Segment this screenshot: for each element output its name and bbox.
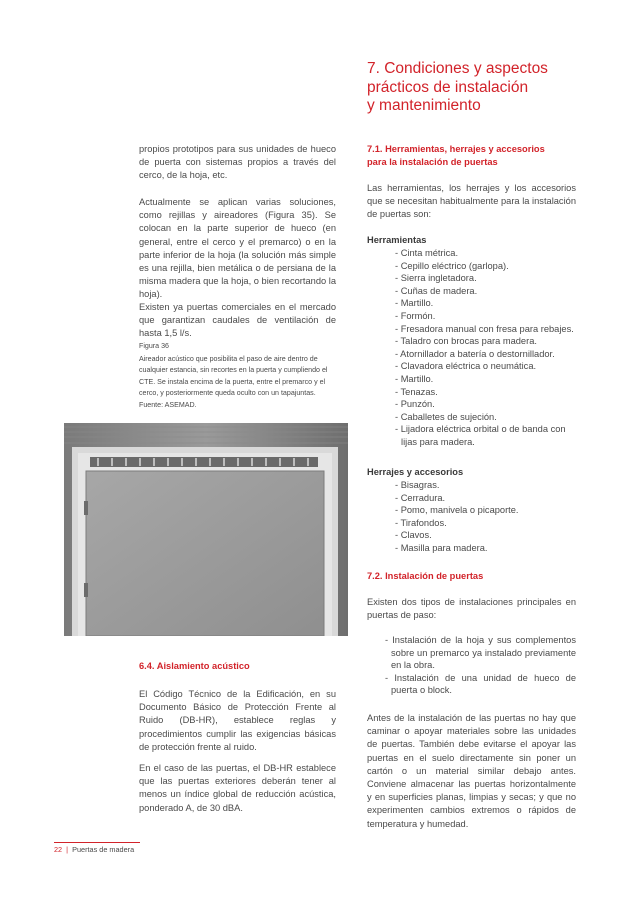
footer-label: Puertas de madera	[72, 845, 135, 854]
chapter-title	[367, 60, 597, 116]
figure-label: Figura 36	[139, 342, 169, 350]
chapter-title-line-3: y mantenimiento	[367, 97, 481, 114]
footer-rule	[54, 842, 140, 843]
list-item: - Clavos.	[367, 529, 576, 542]
list-item: - Lijadora eléctrica orbital o de banda con lijas para madera.	[367, 423, 576, 448]
door-aerator-photo	[64, 423, 348, 636]
footer	[54, 845, 134, 854]
figure-caption: Aireador acústico que posibilita el paso de aire dentro de cualquier estancia, sin recortes en la puerta y cumpliendo el CTE. Se instala encima de la puerta, entre el premarco y el cerco, y posteriormente queda oculto con un tapajuntas. Fuente: ASEMAD.	[139, 354, 328, 409]
list-item: - Masilla para madera.	[367, 542, 576, 555]
left-paragraph-1: propios prototipos para sus unidades de hueco de puerta con sistemas propios a través del cerco, de la hoja, etc.	[139, 144, 336, 181]
list-item: - Sierra ingletadora.	[367, 272, 576, 285]
list-item: - Caballetes de sujeción.	[367, 411, 576, 424]
list-item: - Taladro con brocas para madera.	[367, 335, 576, 348]
left-paragraph-2: Actualmente se aplican varias soluciones, como rejillas y aireadores (Figura 35). Se colocan en la parte superior de hueco (en general, entre el cerco y el premarco) o en la parte inferior de la hoja (la solución más simple es una rejilla, bien metálica o de persiana de la misma madera que la hoja, o bien recortando la hoja).	[139, 197, 336, 300]
subsection-7-1-line-2: para la instalación de puertas	[367, 157, 498, 167]
list-item: - Instalación de una unidad de hueco de puerta o block.	[367, 672, 576, 697]
figure-caption-block	[139, 341, 336, 412]
right-intro-paragraph: Las herramientas, los herrajes y los accesorios que se necesitan habitualmente para la instalación de puertas son:	[367, 183, 576, 220]
list-item: - Martillo.	[367, 297, 576, 310]
list-item: - Pomo, manivela o picaporte.	[367, 504, 576, 517]
hardware-block	[367, 466, 576, 555]
left-paragraph-4: El Código Técnico de la Edificación, en su Documento Básico de Protección Frente al Ruido (DB-HR), establece reglas y procedimientos cumplir las exigencias básicas de protección frente al ruido.	[139, 689, 336, 752]
tools-block	[367, 234, 576, 449]
right-final-paragraph: Antes de la instalación de las puertas no hay que caminar o apoyar materiales sobre las unidades de puertas. También debe evitarse el apoyar las puertas en el suelo directamente sin poner un cartón o un material similar debajo antes. Conviene almacenar las puertas horizontalmente y en superficies planas, limpias y secas; y que no experimenten cambios extremos o rápidos de temperatura y humedad.	[367, 713, 576, 829]
section-title-6-4: 6.4. Aislamiento acústico	[139, 661, 250, 671]
chapter-title-line-1: 7. Condiciones y aspectos	[367, 60, 548, 77]
list-item: - Bisagras.	[367, 479, 576, 492]
list-item: - Instalación de la hoja y sus complementos sobre un premarco ya instalado previamente en la obra.	[367, 634, 576, 672]
list-item: - Martillo.	[367, 373, 576, 386]
left-paragraph-5: En el caso de las puertas, el DB-HR establece que las puertas exteriores deberán tener al menos un índice global de reducción acústica, ponderado A, de 30 dBA.	[139, 763, 336, 813]
door-aerator-illustration	[64, 423, 348, 636]
right-install-paragraph: Existen dos tipos de instalaciones principales en puertas de paso:	[367, 597, 576, 621]
footer-separator: |	[66, 845, 69, 854]
hardware-list	[367, 479, 576, 555]
list-item: - Tirafondos.	[367, 517, 576, 530]
list-item: - Cerradura.	[367, 492, 576, 505]
subsection-7-2-title: 7.2. Instalación de puertas	[367, 571, 484, 581]
list-item: - Fresadora manual con fresa para rebajes.	[367, 323, 576, 336]
tools-title: Herramientas	[367, 235, 427, 245]
hardware-title: Herrajes y accesorios	[367, 467, 464, 477]
install-types-list	[367, 634, 576, 697]
chapter-title-line-2: prácticos de instalación	[367, 78, 529, 96]
subsection-7-1-title	[367, 143, 576, 169]
list-item: - Atornillador a batería o destornillador.	[367, 348, 576, 361]
subsection-7-1-line-1: 7.1. Herramientas, herrajes y accesorios	[367, 144, 545, 154]
page-number: 22	[54, 845, 63, 854]
list-item: - Formón.	[367, 310, 576, 323]
list-item: - Clavadora eléctrica o neumática.	[367, 360, 576, 373]
list-item: - Tenazas.	[367, 386, 576, 399]
list-item: - Cepillo eléctrico (garlopa).	[367, 260, 576, 273]
tools-list	[367, 247, 576, 449]
list-item: - Cuñas de madera.	[367, 285, 576, 298]
list-item: - Cinta métrica.	[367, 247, 576, 260]
left-paragraph-3: Existen ya puertas comerciales en el mercado que garantizan caudales de ventilación de hasta 1,5 l/s.	[139, 302, 336, 339]
list-item: - Punzón.	[367, 398, 576, 411]
